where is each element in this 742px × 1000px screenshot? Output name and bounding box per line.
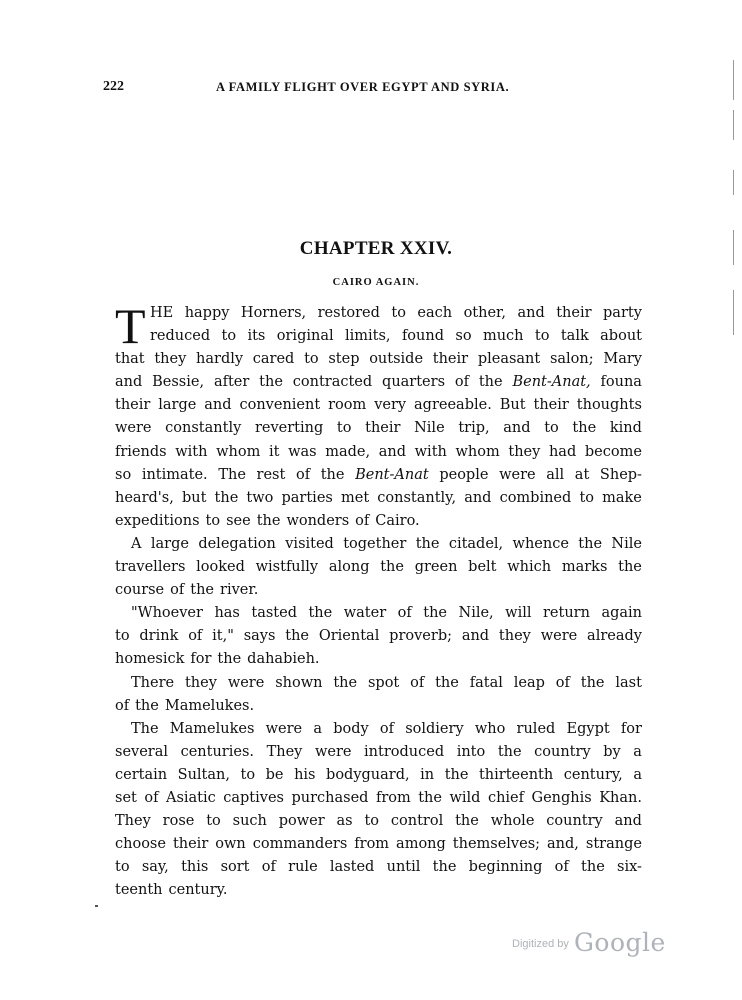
word: strange: [585, 836, 642, 853]
word: wistfully: [255, 559, 319, 576]
word: wonders: [286, 512, 350, 529]
word: a: [313, 720, 322, 737]
word: to: [534, 328, 550, 345]
word: happy: [184, 305, 230, 321]
word: along: [328, 559, 370, 576]
word: with: [414, 443, 447, 460]
word: of: [170, 582, 185, 599]
word: to: [579, 489, 594, 506]
word: they: [184, 674, 217, 691]
word: the: [380, 559, 404, 576]
word: were: [314, 743, 352, 760]
word: expeditions: [115, 512, 200, 529]
chapter-title: CHAPTER XXIV.: [299, 238, 453, 259]
word: say,: [141, 859, 169, 876]
word: to: [391, 305, 406, 321]
word: found: [401, 328, 444, 345]
word: to: [206, 813, 221, 830]
word: body: [333, 720, 369, 737]
word: room: [328, 397, 367, 414]
word: reverting: [254, 420, 324, 437]
word: the: [308, 605, 333, 622]
word: century,: [563, 766, 623, 783]
word: the: [320, 466, 345, 483]
text-line: [115, 371, 642, 394]
word: Horners,: [240, 305, 307, 321]
margin-scan-mark: [733, 170, 734, 195]
word: travellers: [115, 559, 186, 576]
word: centuries.: [180, 743, 254, 760]
word: a: [633, 743, 642, 760]
margin-scan-mark: [733, 110, 734, 140]
word: Nile: [611, 535, 642, 552]
word: the: [618, 559, 642, 576]
word: citadel,: [448, 535, 504, 552]
word: of: [355, 512, 370, 529]
google-logo: Google: [573, 928, 666, 957]
word: drink: [139, 628, 179, 645]
word: convenient: [239, 397, 321, 414]
word: for: [620, 720, 642, 737]
word: several: [115, 743, 169, 760]
word: this: [181, 859, 209, 876]
word: other,: [463, 305, 507, 321]
word: HE: [150, 305, 174, 321]
word: and: [115, 374, 143, 391]
word: will: [505, 605, 532, 622]
text-line: [115, 302, 642, 325]
word: century.: [168, 882, 228, 899]
text-line: [115, 718, 642, 741]
word: the: [432, 859, 457, 876]
word: return: [542, 605, 590, 622]
word: last: [615, 674, 642, 691]
word: much: [482, 328, 524, 345]
text-line: [115, 510, 642, 533]
word: was: [288, 443, 317, 460]
word: their: [533, 397, 569, 414]
word: were: [115, 420, 152, 437]
word: Shep-: [599, 466, 642, 483]
word: country: [546, 813, 603, 830]
word: Asiatic: [165, 789, 216, 806]
word: about: [600, 328, 642, 345]
word: to: [115, 859, 130, 876]
word: ruled: [516, 720, 556, 737]
word: after: [213, 374, 250, 391]
word: cared: [252, 351, 295, 368]
word: and: [503, 420, 531, 437]
word: But: [499, 397, 526, 414]
margin-scan-mark: [733, 60, 734, 100]
word: such: [232, 813, 267, 830]
text-line: [115, 741, 642, 764]
word: already: [587, 628, 642, 645]
text-line: [115, 464, 642, 487]
running-head: [0, 79, 742, 99]
text-line: [115, 533, 642, 556]
first-paragraph-opening: [115, 298, 642, 354]
word: as: [336, 813, 353, 830]
word: salon;: [549, 351, 594, 368]
word: their: [432, 351, 469, 368]
word: the: [418, 789, 442, 806]
word: looked: [196, 559, 245, 576]
word: bodyguard,: [326, 766, 410, 783]
word: Bent-Anat: [355, 466, 429, 483]
word: set: [115, 789, 137, 806]
word: of: [379, 720, 394, 737]
word: to: [336, 420, 352, 437]
word: of: [188, 628, 203, 645]
word: the: [572, 420, 597, 437]
word: all: [546, 466, 565, 483]
word: Nile: [414, 420, 445, 437]
word: met: [340, 489, 370, 506]
word: introduced: [364, 743, 445, 760]
word: the: [444, 766, 469, 783]
word: Nile,: [458, 605, 494, 622]
word: "Whoever: [131, 605, 203, 622]
word: leap: [513, 674, 545, 691]
word: for: [190, 651, 212, 668]
word: and,: [547, 836, 579, 853]
word: Mamelukes.: [164, 697, 255, 714]
text-line: [115, 602, 642, 625]
word: the: [135, 697, 159, 714]
word: to: [205, 512, 221, 529]
word: be: [265, 766, 284, 783]
word: control: [390, 813, 444, 830]
word: water: [343, 605, 387, 622]
word: constantly,: [377, 489, 457, 506]
chapter-subtitle: CAIRO AGAIN.: [332, 277, 420, 288]
word: and: [517, 305, 545, 321]
text-line: [115, 787, 642, 810]
word: hardly: [196, 351, 244, 368]
word: a: [633, 766, 642, 783]
word: shown: [275, 674, 323, 691]
text-line: [115, 325, 642, 348]
word: friends: [115, 443, 167, 460]
word: kind: [609, 420, 642, 437]
word: Sultan,: [177, 766, 230, 783]
word: founa: [600, 374, 642, 391]
word: The: [131, 720, 159, 737]
text-line: [115, 556, 642, 579]
word: very: [374, 397, 407, 414]
digitized-watermark: [512, 928, 666, 956]
word: rest: [256, 466, 286, 483]
word: from: [375, 789, 411, 806]
word: themselves;: [452, 836, 541, 853]
text-line: [115, 417, 642, 440]
word: to: [364, 813, 380, 830]
word: visited: [285, 535, 334, 552]
word: Cairo.: [375, 512, 420, 529]
word: make: [602, 489, 642, 506]
word: parties: [281, 489, 333, 506]
text-line: [115, 487, 642, 510]
word: had: [548, 443, 577, 460]
word: their: [556, 305, 592, 321]
word: proverb;: [389, 628, 452, 645]
word: agreeable.: [414, 397, 492, 414]
word: limits,: [345, 328, 391, 345]
word: spot: [367, 674, 400, 691]
word: they: [508, 443, 541, 460]
word: until: [386, 859, 421, 876]
text-line: [115, 695, 642, 718]
word: and: [464, 489, 492, 506]
word: of: [397, 605, 412, 622]
word: original: [276, 328, 334, 345]
word: the: [190, 582, 215, 599]
word: They: [115, 813, 151, 830]
text-line: [115, 764, 642, 787]
word: of: [261, 859, 276, 876]
word: rule: [288, 859, 318, 876]
word: of: [454, 374, 469, 391]
text-line: [115, 810, 642, 833]
word: to: [240, 766, 256, 783]
word: tasted: [251, 605, 297, 622]
word: people: [439, 466, 489, 483]
word: There: [131, 674, 175, 691]
word: rose: [162, 813, 195, 830]
word: sort: [220, 859, 250, 876]
word: country: [534, 743, 591, 760]
word: The: [218, 466, 246, 483]
word: of: [295, 466, 311, 483]
body-text: [115, 298, 642, 902]
word: thoughts: [576, 397, 642, 414]
word: whom: [216, 443, 261, 460]
word: at: [574, 466, 590, 483]
word: each: [417, 305, 453, 321]
word: large: [150, 535, 189, 552]
margin-scan-mark: [733, 290, 734, 335]
word: Oriental: [318, 628, 380, 645]
word: were: [499, 466, 536, 483]
word: but: [181, 489, 207, 506]
word: and: [461, 628, 490, 645]
word: by: [603, 743, 621, 760]
word: its: [247, 328, 266, 345]
word: his: [294, 766, 316, 783]
word: Bessie,: [152, 374, 205, 391]
word: fatal: [469, 674, 503, 691]
running-title: A FAMILY FLIGHT OVER EGYPT AND SYRIA.: [216, 80, 510, 94]
word: the: [478, 374, 503, 391]
text-line: [115, 833, 642, 856]
word: their: [172, 836, 209, 853]
word: homesick: [115, 651, 185, 668]
word: whence: [512, 535, 569, 552]
word: lasted: [329, 859, 375, 876]
word: of: [115, 697, 130, 714]
word: the: [415, 535, 440, 552]
word: again: [601, 605, 642, 622]
word: teenth: [115, 882, 163, 899]
word: from: [354, 836, 390, 853]
word: Bent-Anat,: [512, 374, 591, 391]
word: in: [420, 766, 435, 783]
text-line: [115, 394, 642, 417]
word: talk: [560, 328, 589, 345]
word: the: [581, 859, 605, 876]
word: so: [115, 466, 132, 483]
word: were: [540, 628, 578, 645]
word: the: [578, 535, 603, 552]
word: Khan.: [599, 789, 642, 806]
word: the: [285, 628, 310, 645]
word: of: [410, 674, 425, 691]
word: party: [603, 305, 642, 321]
scan-speck: [95, 905, 98, 907]
word: to: [115, 628, 130, 645]
text-line: [115, 879, 642, 902]
word: quarters: [382, 374, 446, 391]
word: Genghis: [531, 789, 592, 806]
word: constantly: [165, 420, 242, 437]
word: and: [204, 397, 232, 414]
word: the: [455, 813, 479, 830]
word: together: [343, 535, 407, 552]
word: A: [131, 535, 142, 552]
word: it,": [212, 628, 234, 645]
word: pleasant: [477, 351, 541, 368]
word: large: [158, 397, 197, 414]
word: were: [227, 674, 265, 691]
word: Mamelukes: [169, 720, 255, 737]
word: wild: [449, 789, 481, 806]
word: they: [154, 351, 187, 368]
word: green: [414, 559, 458, 576]
word: outside: [369, 351, 424, 368]
word: commanders: [252, 836, 348, 853]
word: their: [365, 420, 401, 437]
word: trip,: [458, 420, 490, 437]
word: six-: [617, 859, 642, 876]
word: the: [259, 374, 283, 391]
word: Mary: [603, 351, 642, 368]
text-line: [115, 648, 642, 671]
word: of: [144, 789, 159, 806]
text-line: [115, 348, 642, 371]
word: the: [497, 743, 522, 760]
digitized-label: Digitized by: [512, 938, 569, 950]
word: thirteenth: [478, 766, 554, 783]
word: soldiery: [405, 720, 464, 737]
word: belt: [468, 559, 497, 576]
word: the: [217, 651, 242, 668]
word: to: [221, 328, 237, 345]
word: has: [214, 605, 240, 622]
word: the: [333, 674, 358, 691]
word: see: [226, 512, 251, 529]
word: with: [175, 443, 208, 460]
word: among: [396, 836, 446, 853]
word: made,: [325, 443, 371, 460]
word: beginning: [468, 859, 543, 876]
word: dahabieh.: [247, 651, 320, 668]
word: choose: [115, 836, 166, 853]
word: combined: [499, 489, 572, 506]
word: contracted: [292, 374, 373, 391]
word: their: [115, 397, 151, 414]
word: that: [115, 351, 145, 368]
word: course: [115, 582, 165, 599]
word: purchased: [291, 789, 369, 806]
word: whole: [490, 813, 535, 830]
text-line: [115, 625, 642, 648]
word: it: [268, 443, 280, 460]
text-line: [115, 579, 642, 602]
text-line: [115, 856, 642, 879]
word: so: [455, 328, 472, 345]
word: to: [544, 420, 559, 437]
word: who: [474, 720, 506, 737]
word: captives: [223, 789, 284, 806]
page-number: 222: [103, 79, 124, 94]
word: of: [554, 859, 569, 876]
word: Egypt: [566, 720, 610, 737]
word: the: [435, 674, 459, 691]
word: delegation: [198, 535, 276, 552]
word: become: [584, 443, 642, 460]
word: two: [246, 489, 274, 506]
word: They: [266, 743, 303, 760]
word: and: [614, 813, 642, 830]
word: which: [507, 559, 552, 576]
word: power: [278, 813, 325, 830]
word: reduced: [150, 328, 211, 345]
word: the: [256, 512, 281, 529]
drop-cap: T: [115, 298, 146, 354]
text-line: [115, 441, 642, 464]
word: certain: [115, 766, 168, 783]
word: were: [265, 720, 303, 737]
word: chief: [487, 789, 524, 806]
word: and: [378, 443, 406, 460]
word: marks: [561, 559, 608, 576]
word: river.: [220, 582, 259, 599]
word: heard's,: [115, 489, 174, 506]
word: the: [580, 674, 605, 691]
word: own: [215, 836, 246, 853]
word: restored: [317, 305, 380, 321]
word: to: [304, 351, 319, 368]
word: the: [214, 489, 239, 506]
word: they: [498, 628, 531, 645]
word: of: [555, 674, 570, 691]
word: says: [243, 628, 276, 645]
word: the: [423, 605, 447, 622]
word: step: [328, 351, 360, 368]
text-line: [115, 672, 642, 695]
margin-scan-mark: [733, 230, 734, 265]
word: into: [456, 743, 486, 760]
word: whom: [455, 443, 500, 460]
word: intimate.: [141, 466, 208, 483]
